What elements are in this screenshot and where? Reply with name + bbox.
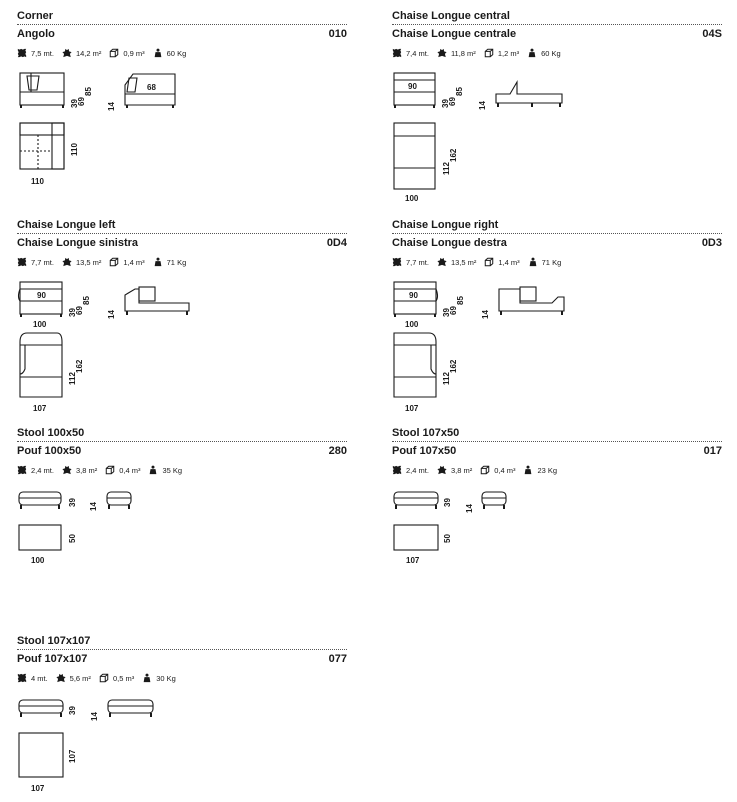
front-view (20, 73, 64, 105)
spec-fabric: 2,4 mt. (31, 465, 54, 475)
spec-fabric: 7,7 mt. (31, 257, 54, 267)
spec-fabric: 7,7 mt. (406, 257, 429, 267)
dim-leg: 14 (481, 310, 490, 319)
product-title-en: Corner (17, 10, 54, 22)
dim-front-h3: 85 (455, 87, 464, 96)
dim-front-width: 100 (405, 320, 419, 329)
dim-leg: 14 (89, 502, 98, 511)
spec-weight: 23 Kg (537, 465, 558, 475)
spec-fabric: 4 mt. (31, 673, 48, 683)
product-title-en: Stool 107x50 (392, 427, 460, 439)
spec-leather: 13,5 m² (75, 257, 102, 267)
product-code: 077 (328, 653, 347, 665)
dim-plan-depth: 107 (68, 749, 77, 763)
plan-view (394, 525, 438, 550)
spec-weight: 60 Kg (166, 48, 187, 58)
product-title-it: Pouf 107x50 (392, 445, 457, 457)
spec-fabric: 7,5 mt. (31, 48, 54, 58)
dim-plan-depth2: 162 (449, 148, 458, 162)
spec-leather: 5,6 m² (69, 673, 91, 683)
dim-plan-depth1: 112 (442, 372, 451, 385)
spec-leather: 3,8 m² (75, 465, 98, 475)
product-code: 010 (328, 28, 347, 40)
spec-volume: 0,5 m³ (112, 673, 135, 683)
dim-plan-width: 100 (405, 194, 419, 203)
spec-weight: 71 Kg (166, 257, 187, 267)
spec-volume: 0,4 m³ (119, 465, 141, 475)
technical-drawing (392, 427, 722, 577)
plan-view (394, 333, 436, 397)
plan-view (394, 123, 435, 189)
dim-plan-width: 100 (31, 556, 45, 565)
spec-volume: 0,9 m³ (123, 48, 145, 58)
dim-front-h1: 39 (68, 308, 77, 317)
plan-view (19, 733, 63, 777)
product-title-it: Pouf 107x107 (17, 653, 88, 665)
product-card-chaise-central (392, 10, 722, 203)
product-title-en: Chaise Longue left (17, 219, 116, 231)
dim-plan-width: 110 (31, 177, 44, 186)
dim-leg: 14 (107, 102, 116, 111)
product-card-stool-107x50 (392, 427, 722, 565)
product-card-stool-107x107 (17, 635, 347, 793)
product-title-it: Chaise Longue sinistra (17, 237, 139, 249)
dim-plan-depth: 50 (68, 534, 77, 543)
spec-fabric: 2,4 mt. (406, 465, 429, 475)
spec-volume: 0,4 m³ (494, 465, 516, 475)
spec-fabric: 7,4 mt. (406, 48, 429, 58)
dim-side-depth: 68 (147, 83, 156, 92)
product-title-it: Pouf 100x50 (17, 445, 82, 457)
dim-leg: 14 (478, 101, 487, 110)
side-view (496, 82, 562, 103)
dim-plan-depth2: 162 (449, 359, 458, 373)
dim-front-width: 100 (33, 320, 47, 329)
plan-view (20, 333, 62, 397)
product-card-corner (17, 10, 347, 186)
technical-drawing (17, 427, 347, 577)
dim-front-h2: 69 (77, 97, 86, 106)
dim-plan-width: 107 (405, 404, 419, 413)
dim-plan-width: 107 (33, 404, 47, 413)
product-title-it: Chaise Longue destra (392, 237, 507, 249)
dim-leg: 14 (90, 712, 99, 721)
product-title-en: Chaise Longue right (392, 219, 499, 231)
dim-front-h3: 85 (82, 296, 91, 305)
side-view (499, 289, 564, 311)
dim-plan-depth1: 112 (68, 372, 77, 385)
spec-leather: 14,2 m² (75, 48, 102, 58)
technical-drawing (17, 635, 347, 801)
dim-plan-width: 107 (406, 556, 420, 565)
plan-view (20, 123, 64, 169)
dim-front-h2: 69 (448, 97, 457, 106)
product-card-chaise-left (17, 219, 347, 413)
product-title-it: Angolo (17, 28, 55, 40)
dim-front-w: 90 (409, 291, 418, 300)
technical-drawing (17, 10, 347, 190)
product-code: 280 (328, 445, 347, 457)
plan-view (19, 525, 61, 550)
technical-drawing (392, 219, 722, 419)
dim-front-h1: 39 (70, 99, 79, 108)
dim-plan-depth2: 162 (75, 359, 84, 373)
dim-h: 39 (443, 498, 452, 507)
dim-front-h3: 85 (84, 87, 93, 96)
product-code: 0D4 (326, 237, 347, 249)
dim-h: 39 (68, 498, 77, 507)
product-title-en: Stool 100x50 (17, 427, 85, 439)
product-card-stool-100x50 (17, 427, 347, 565)
technical-drawing (17, 219, 347, 419)
technical-drawing (392, 10, 722, 210)
dim-leg: 14 (465, 504, 474, 513)
dim-front-h1: 39 (441, 99, 450, 108)
product-title-en: Chaise Longue central (392, 10, 510, 22)
product-title-en: Stool 107x107 (17, 635, 91, 647)
dim-front-w: 90 (37, 291, 46, 300)
dim-leg: 14 (107, 310, 116, 319)
dim-front-w: 90 (408, 82, 417, 91)
product-title-it: Chaise Longue centrale (392, 28, 517, 40)
dim-plan-depth: 50 (443, 534, 452, 543)
dim-front-h3: 85 (456, 296, 465, 305)
spec-volume: 1,2 m³ (497, 48, 520, 58)
spec-weight: 30 Kg (156, 673, 176, 683)
spec-volume: 1,4 m³ (123, 257, 145, 267)
spec-leather: 11,8 m² (450, 48, 476, 58)
dim-front-h1: 39 (442, 308, 451, 317)
spec-leather: 13,5 m² (450, 257, 477, 267)
dim-front-h2: 69 (449, 306, 458, 315)
spec-weight: 35 Kg (162, 465, 183, 475)
product-code: 04S (702, 28, 722, 40)
dim-h: 39 (68, 706, 77, 715)
product-code: 017 (703, 445, 722, 457)
dim-plan-depth1: 112 (442, 162, 451, 175)
dim-plan-depth: 110 (70, 143, 79, 156)
spec-weight: 71 Kg (541, 257, 562, 267)
dim-plan-width: 107 (31, 784, 45, 793)
side-view (125, 289, 189, 311)
spec-volume: 1,4 m³ (498, 257, 520, 267)
spec-weight: 60 Kg (541, 48, 561, 58)
product-card-chaise-right (392, 219, 722, 413)
product-code: 0D3 (701, 237, 722, 249)
spec-leather: 3,8 m² (450, 465, 473, 475)
dim-front-h2: 69 (75, 306, 84, 315)
